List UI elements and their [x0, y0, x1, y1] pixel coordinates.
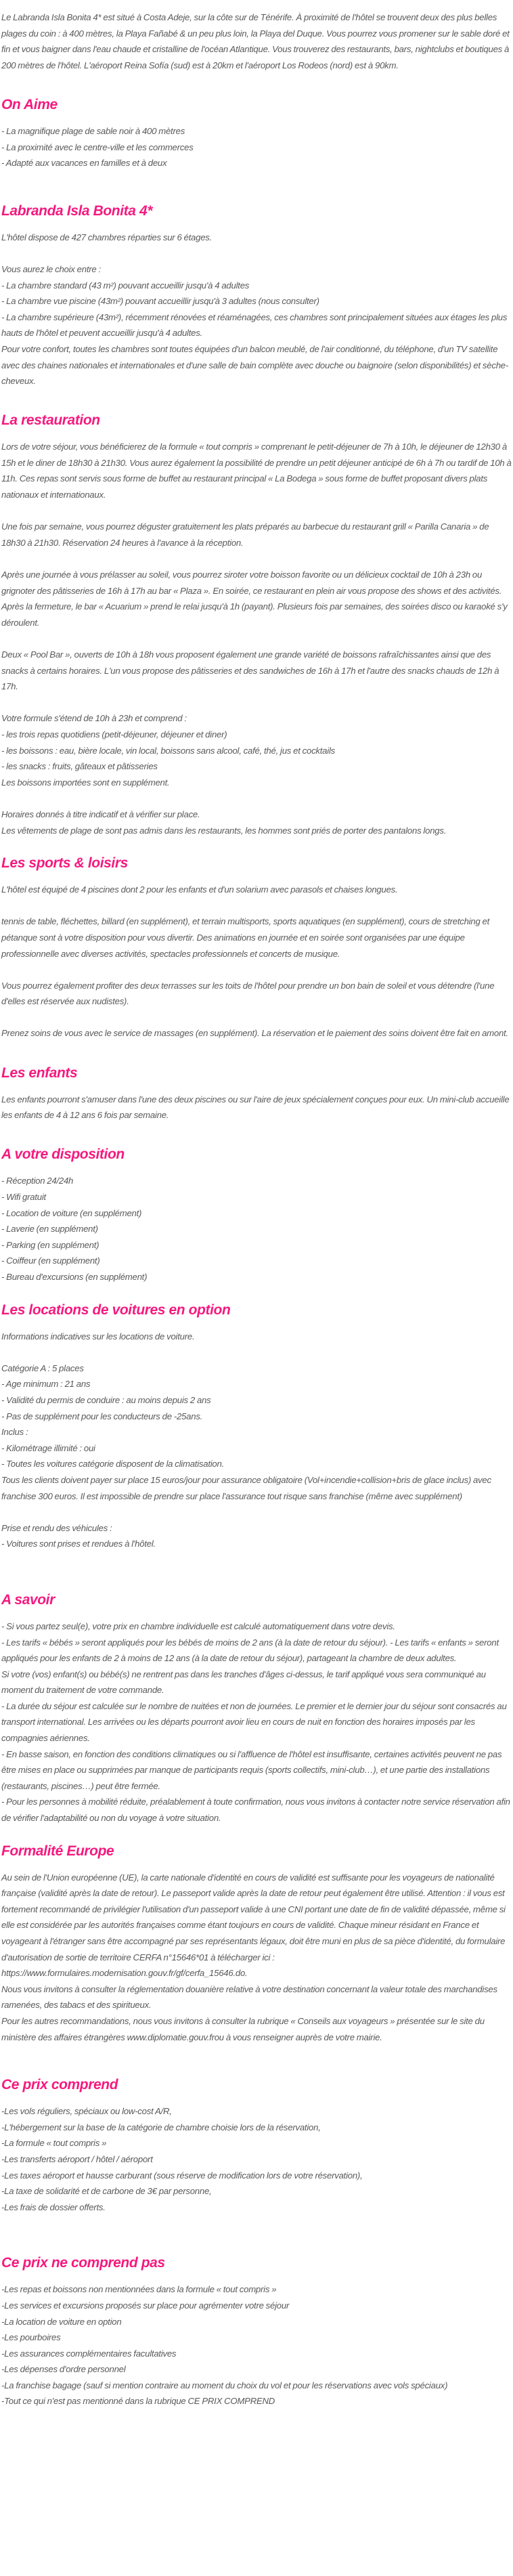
restauration-paragraph: Après une journée à vous prélasser au soleil, vous pourrez siroter votre boisson favorite ou un délicieux cocktail de 10h à 23h ou grignoter des pâtisseries de 16h à 17h au bar « Plaza ». En soirée, ce restaurant en plein air vous propose des shows et des activités. Après la fermeture, le bar « Acuarium » prend le relai jusqu'à 1h (payant). Plusieurs fois par semaines, des soirées disco ou karaoké s'y déroulent.: [1, 570, 508, 628]
list-item: - Toutes les voitures catégorie disposent de la climatisation.: [1, 1459, 224, 1469]
locations-category-title: Catégorie A : 5 places: [1, 1362, 84, 1373]
list-item: -Les dépenses d'ordre personnel: [1, 2364, 126, 2375]
list-item: -Les assurances complémentaires facultatives: [1, 2348, 177, 2359]
intro-paragraph: Le Labranda Isla Bonita 4* est situé à Costa Adeje, sur la côte sur de Ténérife. À proximité de l'hôtel se trouvent deux des plus belles plages du coin : à 400 mètres, la Playa Fañabé & un peu plus loin, la Playa del Duque. Vous pourrez vous promener sur le sable doré et fin et vous baigner dans l'eau chaude et cristalline de l'océan Atlantique. Vous trouverez des restaurants, bars, nightclubs et boutiques à 200 mètres de l'hôtel. L'aéroport Reina Sofía (sud) est à 20km et l'aéroport Los Rodeos (nord) est à 90km.: [1, 12, 510, 70]
locations-pickup-list: [1, 1536, 512, 1552]
list-item: -L'hébergement sur la base de la catégorie de chambre choisie lors de la réservation,: [1, 2122, 321, 2132]
locations-category-list: [1, 1376, 512, 1424]
spacer: [1, 1058, 512, 1065]
list-item: -La taxe de solidarité et de carbone de 3€ par personne,: [1, 2186, 212, 2197]
list-item: - Si vous partez seul(e), votre prix en chambre individuelle est calculé automatiquement dans votre devis.: [1, 1620, 395, 1631]
list-item: -La franchise bagage (sauf si mention contraire au moment du choix du vol et pour les réservations avec vols spéciaux): [1, 2380, 448, 2390]
list-item: - En basse saison, en fonction des conditions climatiques ou si l'affluence de l'hôtel est insuffisante, certaines activités peuvent ne pas être mises en place ou supprimées par manque de participants requis (sports collectifs, mini-club…), et une partie des installations (restaurants, piscines…) peut être fermée.: [1, 1748, 502, 1791]
section-title-prix-ne-comprend-pas: Ce prix ne comprend pas: [1, 2255, 165, 2271]
formalite-paragraph: Nous vous invitons à consulter la réglementation douanière relative à votre destination concernant la valeur totale des marchandises ramenées, des tabacs et des spiritueux.: [1, 1983, 497, 2011]
spacer: [1, 1139, 512, 1146]
list-item: -Les repas et boissons non mentionnées dans la formule « tout compris »: [1, 2284, 277, 2295]
sports-paragraph: Vous pourrez également profiter des deux terrasses sur les toits de l'hôtel pour prendre un bon bain de soleil et vous détendre (l'une d'elles est réservée aux nudistes).: [1, 980, 495, 1007]
list-item: -La location de voiture en option: [1, 2316, 122, 2327]
list-item: - Wifi gratuit: [1, 1192, 46, 1203]
list-item: - les snacks : fruits, gâteaux et pâtisseries: [1, 761, 158, 772]
enfants-paragraph: Les enfants pourront s'amuser dans l'une des deux piscines ou sur l'aire de jeux spécialement conçues pour eux. Un mini-club accueille les enfants de 4 à 12 ans 6 fois par semaine.: [1, 1094, 510, 1121]
list-item: - Location de voiture (en supplément): [1, 1207, 142, 1218]
restauration-paragraph: Deux « Pool Bar », ouverts de 10h à 18h vous proposent également une grande variété de boissons rafraîchissantes ainsi que des snacks à certains horaires. L'un vous propose des pâtisseries et des sandwiches de 16h à 17h et l'autre des snacks chauds de 12h à 17h.: [1, 649, 499, 692]
spacer: [1, 2045, 512, 2076]
list-item: - les boissons : eau, bière locale, vin local, boissons sans alcool, café, thé, jus et cocktails: [1, 745, 335, 756]
list-item: -Les pourboires: [1, 2332, 61, 2343]
section-title-disposition: A votre disposition: [1, 1146, 125, 1163]
spacer: [1, 89, 512, 96]
room-types-list: [1, 278, 512, 341]
section-title-sports: Les sports & loisirs: [1, 855, 128, 872]
section-title-on-aime: On Aime: [1, 96, 58, 112]
spacer: [1, 1552, 512, 1591]
list-item: - Coiffeur (en supplément): [1, 1255, 100, 1266]
formula-list: [1, 727, 512, 775]
list-item: Si votre (vos) enfant(s) ou bébé(s) ne rentrent pas dans les tranches d'âges ci-dessus, le tarif appliqué vous sera communiqué au moment du traitement de votre commande.: [1, 1669, 486, 1696]
list-item: -Tout ce qui n'est pas mentionné dans la rubrique CE PRIX COMPREND: [1, 2396, 275, 2407]
hotel-comfort-paragraph: Pour votre confort, toutes les chambres sont toutes équipées d'un balcon meublé, de l'air conditionné, du téléphone, d'un TV satellite avec des chaines nationales et internationales et d'une salle de bain complète avec douche ou baignoire (selon disponibilités) et sèche-cheveux.: [1, 343, 509, 387]
locations-included-list: [1, 1440, 512, 1472]
list-item: -Les vols réguliers, spéciaux ou low-cost A/R,: [1, 2106, 172, 2117]
list-item: - Les tarifs « bébés » seront appliqués pour les bébés de moins de 2 ans (à la date de retour du séjour). - Les tarifs « enfants » seront appliqués pour les enfants de 2 à moins de 12 ans (à la date de retour du séjour), partageant la chambre de deux adultes.: [1, 1637, 499, 1664]
sports-paragraph: L'hôtel est équipé de 4 piscines dont 2 pour les enfants et d'un solarium avec parasols et chaises longues.: [1, 884, 398, 895]
locations-insurance-paragraph: Tous les clients doivent payer sur place 15 euros/jour pour assurance obligatoire (Vol+incendie+collision+bris de glace inclus) avec franchise 300 euros. Il est impossible de prendre sur place l'assurance tout risque sans franchise (même avec supplément): [1, 1474, 491, 1501]
restauration-note: Horaires donnés à titre indicatif et à vérifier sur place.: [1, 809, 200, 819]
list-item: - Bureau d'excursions (en supplément): [1, 1272, 148, 1282]
formula-note: Les boissons importées sont en supplément.: [1, 777, 170, 788]
locations-pickup-title: Prise et rendu des véhicules :: [1, 1522, 112, 1533]
list-item: - les trois repas quotidiens (petit-déjeuner, déjeuner et diner): [1, 729, 227, 739]
section-title-locations: Les locations de voitures en option: [1, 1302, 231, 1318]
section-title-hotel: Labranda Isla Bonita 4*: [1, 202, 153, 219]
restauration-note: Les vêtements de plage de sont pas admis dans les restaurants, les hommes sont priés de porter des pantalons longs.: [1, 825, 447, 836]
section-title-a-savoir: A savoir: [1, 1591, 55, 1608]
list-item: - La chambre standard (43 m²) pouvant accueillir jusqu'à 4 adultes: [1, 280, 250, 291]
restauration-paragraph: Lors de votre séjour, vous bénéficierez de la formule « tout compris » comprenant le petit-déjeuner de 7h à 10h, le déjeuner de 12h30 à 15h et le diner de 18h30 à 21h30. Vous aurez également la possibilité de prendre un petit déjeuner anticipé de 6h à 7h ou tardif de 10h à 11h. Ces repas sont servis sous forme de buffet au restaurant principal « La Bodega » sous forme de buffet proposant divers plats nationaux et internationaux.: [1, 442, 512, 500]
list-item: -La formule « tout compris »: [1, 2138, 107, 2149]
list-item: - Age minimum : 21 ans: [1, 1379, 91, 1390]
list-item: -Les services et excursions proposés sur place pour agrémenter votre séjour: [1, 2300, 290, 2311]
list-item: - Laverie (en supplément): [1, 1224, 98, 1235]
section-title-enfants: Les enfants: [1, 1065, 78, 1081]
list-item: - Kilométrage illimité : oui: [1, 1442, 95, 1453]
formalite-paragraph: Au sein de l'Union européenne (UE), la carte nationale d'identité en cours de validité est suffisante pour les voyageurs de nationalité française (validité après la date de retour). Le passeport valide après la date de retour peut également être utilisé. Attention : il vous est fortement recommandé de privilégier l'utilisation d'un passeport valide à une CNI portant une date de fin de validité dépassée, même si elle est considérée par les autorités françaises comme étant toujours en cours de validité. Chaque mineur résidant en France et voyageant à l'étranger sans être accompagné par ses représentants légaux, doit être muni en plus de sa pièce d'identité, du formulaire d'autorisation de sortie de territoire CERFA n°15646*01 à télécharger ici :: [1, 1872, 506, 1962]
prix-comprend-list: [1, 2103, 512, 2215]
spacer: [1, 838, 512, 855]
list-item: - Adapté aux vacances en familles et à deux: [1, 158, 167, 169]
list-item: - Voitures sont prises et rendues à l'hôtel.: [1, 1539, 156, 1549]
spacer: [1, 1285, 512, 1302]
list-item: -Les frais de dossier offerts.: [1, 2202, 106, 2212]
spacer: [1, 2215, 512, 2254]
list-item: - Parking (en supplément): [1, 1239, 99, 1250]
section-title-prix-comprend: Ce prix comprend: [1, 2077, 118, 2093]
sports-paragraph: Prenez soins de vous avec le service de massages (en supplément). La réservation et le paiement des soins doivent être fait en amont.: [1, 1028, 508, 1039]
list-item: - La durée du séjour est calculée sur le nombre de nuitées et non de journées. Le premier et le dernier jour du séjour sont consacrés au transport international. Les arrivées ou les départs pourront avoir lieu en cours de nuit en fonction des horaires imposés par les compagnies aériennes.: [1, 1700, 507, 1744]
spacer: [1, 405, 512, 412]
formula-intro: Votre formule s'étend de 10h à 23h et comprend :: [1, 713, 187, 724]
list-item: -Les transferts aéroport / hôtel / aéroport: [1, 2153, 153, 2164]
list-item: - La magnifique plage de sable noir à 400 mètres: [1, 125, 185, 136]
list-item: - La chambre supérieure (43m²), récemment rénovées et réaménagées, ces chambres sont principalement situées aux étages les plus hauts de l'hôtel et peuvent accueillir jusqu'à 4 adultes.: [1, 312, 508, 339]
restauration-paragraph: Une fois par semaine, vous pourrez déguster gratuitement les plats préparés au barbecue du restaurant grill « Parilla Canaria » de 18h30 à 21h30. Réservation 24 heures à l'avance à la réception.: [1, 521, 489, 548]
section-title-formalite: Formalité Europe: [1, 1843, 114, 1859]
prix-ne-comprend-pas-list: [1, 2281, 512, 2409]
a-savoir-list: [1, 1618, 512, 1826]
spacer: [1, 171, 512, 202]
disposition-list: [1, 1173, 512, 1285]
section-title-restauration: La restauration: [1, 412, 100, 429]
sports-paragraph: tennis de table, fléchettes, billard (en supplément), et terrain multisports, sports aquatiques (en supplément), cours de stretching et pétanque sont à votre disposition pour vous divertir. Des animations en journée et en soirée sont organisées par une équipe professionnelle avec diverses activités, spectacles professionnels et concerts de musique.: [1, 916, 490, 959]
list-item: - Validité du permis de conduire : au moins depuis 2 ans: [1, 1394, 211, 1405]
list-item: - La proximité avec le centre-ville et les commerces: [1, 142, 194, 152]
locations-included-title: Inclus :: [1, 1427, 28, 1438]
list-item: - Pour les personnes à mobilité réduite, préalablement à toute confirmation, nous vous invitons à contacter notre service réservation afin de vérifier l'adaptabilité ou non du voyage à votre situation.: [1, 1797, 510, 1824]
hotel-choice-intro: Vous aurez le choix entre :: [1, 263, 101, 274]
hotel-intro: L'hôtel dispose de 427 chambres réparties sur 6 étages.: [1, 232, 213, 242]
formalite-paragraph: Pour les autres recommandations, nous vous invitons à consulter la rubrique « Conseils aux voyageurs » présentée sur le site du ministère des affaires étrangères www.diplomatie.gouv.frou à vous renseigner auprès de votre mairie.: [1, 2015, 485, 2042]
list-item: - Réception 24/24h: [1, 1176, 74, 1186]
locations-intro: Informations indicatives sur les locations de voiture.: [1, 1331, 195, 1341]
list-item: - La chambre vue piscine (43m²) pouvant accueillir jusqu'à 3 adultes (nous consulter): [1, 296, 319, 307]
list-item: -Les taxes aéroport et hausse carburant (sous réserve de modification lors de votre réservation),: [1, 2170, 363, 2181]
formalite-link[interactable]: https://www.formulaires.modernisation.gouv.fr/gf/cerfa_15646.do.: [1, 1968, 248, 1979]
on-aime-list: [1, 123, 512, 171]
spacer: [1, 1826, 512, 1843]
list-item: - Pas de supplément pour les conducteurs de -25ans.: [1, 1411, 203, 1421]
